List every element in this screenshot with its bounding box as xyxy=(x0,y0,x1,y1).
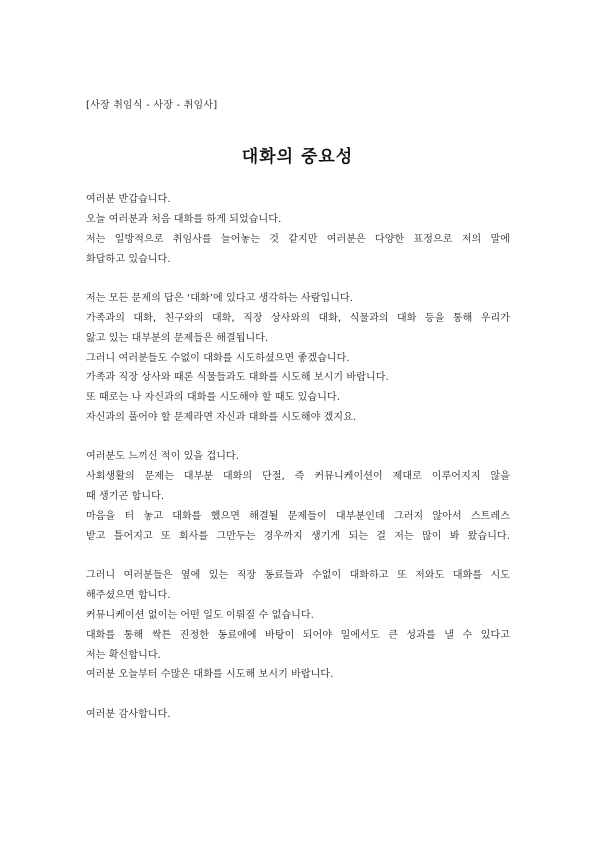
body-line: 여러분 감사합니다. xyxy=(86,709,171,720)
body-line: 사회생활의 문제는 대부분 대화의 단절, 즉 커뮤니케이션이 제대로 이루어지지 않을 xyxy=(86,471,510,482)
body-line: 저는 모든 문제의 답은 ‘대화’에 있다고 생각하는 사람입니다. xyxy=(86,293,354,304)
body-line: 여러분도 느끼신 적이 있을 겁니다. xyxy=(86,451,240,462)
body-line: 그러니 여러분들도 수없이 대화를 시도하셨으면 좋겠습니다. xyxy=(86,353,350,364)
body-line: 앓고 있는 대부분의 문제들은 해결됩니다. xyxy=(86,333,269,344)
document-title: 대화의 중요성 xyxy=(241,147,354,167)
body-line: 가족과의 대화, 친구와의 대화, 직장 상사와의 대화, 식물과의 대화 등을 통해 우리가 xyxy=(86,313,510,324)
body-line: 저는 일방적으로 취임사를 늘어놓는 것 같지만 여러분은 다양한 표정으로 저의 말에 xyxy=(86,234,510,245)
document-category: [사장 취임식 - 사장 - 취임사] xyxy=(86,100,218,111)
body-line: 가족과 직장 상사와 때론 식물들과도 대화를 시도해 보시기 바랍니다. xyxy=(86,372,389,383)
body-line: 여러분 오늘부터 수많은 대화를 시도해 보시기 바랍니다. xyxy=(86,669,334,680)
body-line: 여러분 반갑습니다. xyxy=(86,194,171,205)
body-line: 해주셨으면 합니다. xyxy=(86,590,171,601)
body-line: 저는 확신합니다. xyxy=(86,650,161,661)
body-line: 오늘 여러분과 처음 대화를 하게 되었습니다. xyxy=(86,214,282,225)
body-line: 화답하고 있습니다. xyxy=(86,254,171,265)
body-line: 때 생기곤 합니다. xyxy=(86,491,165,502)
body-line: 대화를 통해 싹튼 진정한 동료애에 바탕이 되어야 일에서도 큰 성과를 낼 수 있다고 xyxy=(86,630,510,641)
body-line: 또 때로는 나 자신과의 대화를 시도해야 할 때도 있습니다. xyxy=(86,392,340,403)
body-line: 커뮤니케이션 없이는 어떤 일도 이뤄질 수 없습니다. xyxy=(86,610,314,621)
body-line: 마음을 터 놓고 대화를 했으면 해결될 문제들이 대부분인데 그러지 않아서 스트레스 xyxy=(86,511,510,522)
body-line: 그러니 여러분들은 옆에 있는 직장 동료들과 수없이 대화하고 또 저와도 대화를 시도 xyxy=(86,570,510,581)
body-line: 자신과의 풀어야 할 문제라면 자신과 대화를 시도해야 겠지요. xyxy=(86,412,357,423)
body-line: 받고 틀어지고 또 회사를 그만두는 경우까지 생기게 되는 걸 저는 많이 봐 왔습니다. xyxy=(86,531,510,542)
